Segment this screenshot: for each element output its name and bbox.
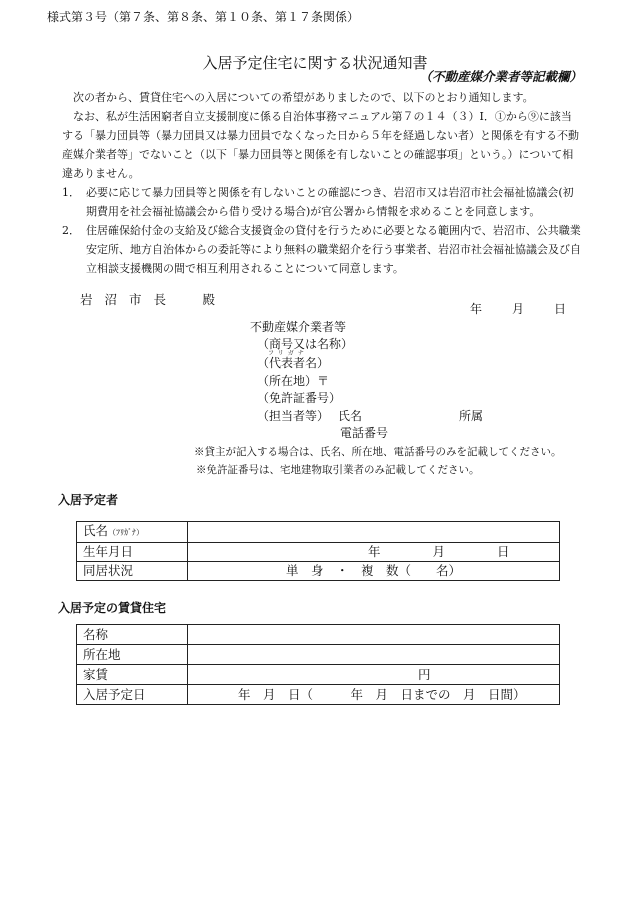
- consent-item-2-text: 住居確保給付金の支給及び総合支援資金の貸付を行うために必要となる範囲内で、岩沼市、公共職業安定所、地方自治体からの委託等により無料の職業紹介を行う事業者、岩沼市社会福祉協議会及び自立相談支援機関の間で相互利用されることについて同意します。: [86, 224, 581, 275]
- agent-representative-label: （代表者名）: [257, 356, 330, 370]
- applicant-name-kana: （ﾌﾘｶﾞﾅ）: [108, 528, 145, 537]
- applicant-table: [76, 521, 560, 581]
- applicant-name-label: 氏名: [83, 523, 109, 538]
- page-subtitle: （不動産媒介業者等記載欄）: [419, 69, 582, 84]
- agent-section-title: 不動産媒介業者等: [250, 320, 347, 334]
- agent-affiliation-label: 所属: [459, 409, 484, 423]
- housing-rent-row: [77, 665, 560, 685]
- applicant-birth-row: [77, 543, 560, 562]
- birth-day: 日: [497, 544, 510, 559]
- rent-unit: 円: [418, 666, 431, 682]
- form-number: 様式第３号（第７条、第８条、第１０条、第１７条関係）: [47, 10, 360, 24]
- agent-contact-label: （担当者等）: [257, 409, 330, 423]
- date-month-label: 月: [512, 302, 525, 316]
- birth-month: 月: [432, 544, 446, 559]
- consent-item-2: [62, 221, 582, 278]
- applicant-section-title: 入居予定者: [58, 493, 119, 507]
- housing-name-label: 名称: [77, 625, 188, 645]
- date-year-label: 年: [470, 302, 483, 316]
- agent-name-label: 氏名: [338, 409, 363, 423]
- note-license: ※免許証番号は、宅地建物取引業者のみ記載してください。: [196, 464, 480, 476]
- housing-address-row: [77, 645, 560, 665]
- housing-movein-row: [77, 685, 560, 705]
- applicant-name-row: [77, 522, 560, 543]
- housing-table: [76, 624, 560, 705]
- consent-item-1-number: 1．: [62, 186, 80, 199]
- addressee: 岩沼市長 殿: [80, 292, 228, 307]
- housing-name-row: [77, 625, 560, 645]
- housing-address-value[interactable]: [188, 645, 560, 665]
- applicant-birth-value[interactable]: [188, 543, 560, 562]
- applicant-household-label: 同居状況: [77, 562, 188, 581]
- agent-phone-label: 電話番号: [340, 426, 389, 440]
- consent-item-1-text: 必要に応じて暴力団員等と関係を有しないことの確認につき、岩沼市又は岩沼市社会福祉協議会(初期費用を社会福祉協議会から借り受ける場合)が官公署から情報を求めることを同意します。: [86, 186, 574, 218]
- consent-item-2-number: 2．: [62, 224, 80, 237]
- submission-date: [470, 300, 566, 317]
- agent-furigana: フリガナ: [268, 350, 308, 357]
- housing-rent-value[interactable]: [188, 665, 560, 685]
- page-title: 入居予定住宅に関する状況通知書: [202, 54, 428, 72]
- applicant-household-value[interactable]: 単 身 ・ 複 数（ 名）: [188, 562, 560, 581]
- date-day-label: 日: [554, 302, 567, 316]
- housing-address-label: 所在地: [77, 645, 188, 665]
- birth-year: 年: [368, 544, 381, 559]
- agent-license-label: （免許証番号）: [257, 391, 342, 405]
- agent-address-label: （所在地）〒: [257, 374, 330, 388]
- applicant-name-label-cell: [77, 522, 188, 543]
- paragraph-declaration: なお、私が生活困窮者自立支援制度に係る自治体事務マニュアル第７の１４（３）Ⅰ．①から⑨に該当する「暴力団員等（暴力団員又は暴力団員でなくなった日から５年を経過しない者）と関係を有する不動産媒介業者等」でないこと（以下「暴力団員等と関係を有しないことの確認事項」という。）について相違ありません。: [62, 110, 579, 180]
- applicant-birth-label: 生年月日: [77, 543, 188, 562]
- paragraph-intro: 次の者から、賃貸住宅への入居についての希望がありましたので、以下のとおり通知します。: [73, 91, 534, 104]
- applicant-household-row: [77, 562, 560, 581]
- agent-trade-name-label: （商号又は名称）: [257, 337, 354, 351]
- note-landlord: ※貸主が記入する場合は、氏名、所在地、電話番号のみを記載してください。: [194, 446, 562, 458]
- housing-movein-value[interactable]: 年 月 日（ 年 月 日までの 月 日間）: [188, 685, 560, 705]
- consent-item-1: [62, 183, 582, 221]
- housing-name-value[interactable]: [188, 625, 560, 645]
- housing-section-title: 入居予定の賃貸住宅: [58, 601, 167, 615]
- housing-movein-label: 入居予定日: [77, 685, 188, 705]
- housing-rent-label: 家賃: [77, 665, 188, 685]
- body-text: [62, 88, 582, 278]
- applicant-name-value[interactable]: [188, 522, 560, 543]
